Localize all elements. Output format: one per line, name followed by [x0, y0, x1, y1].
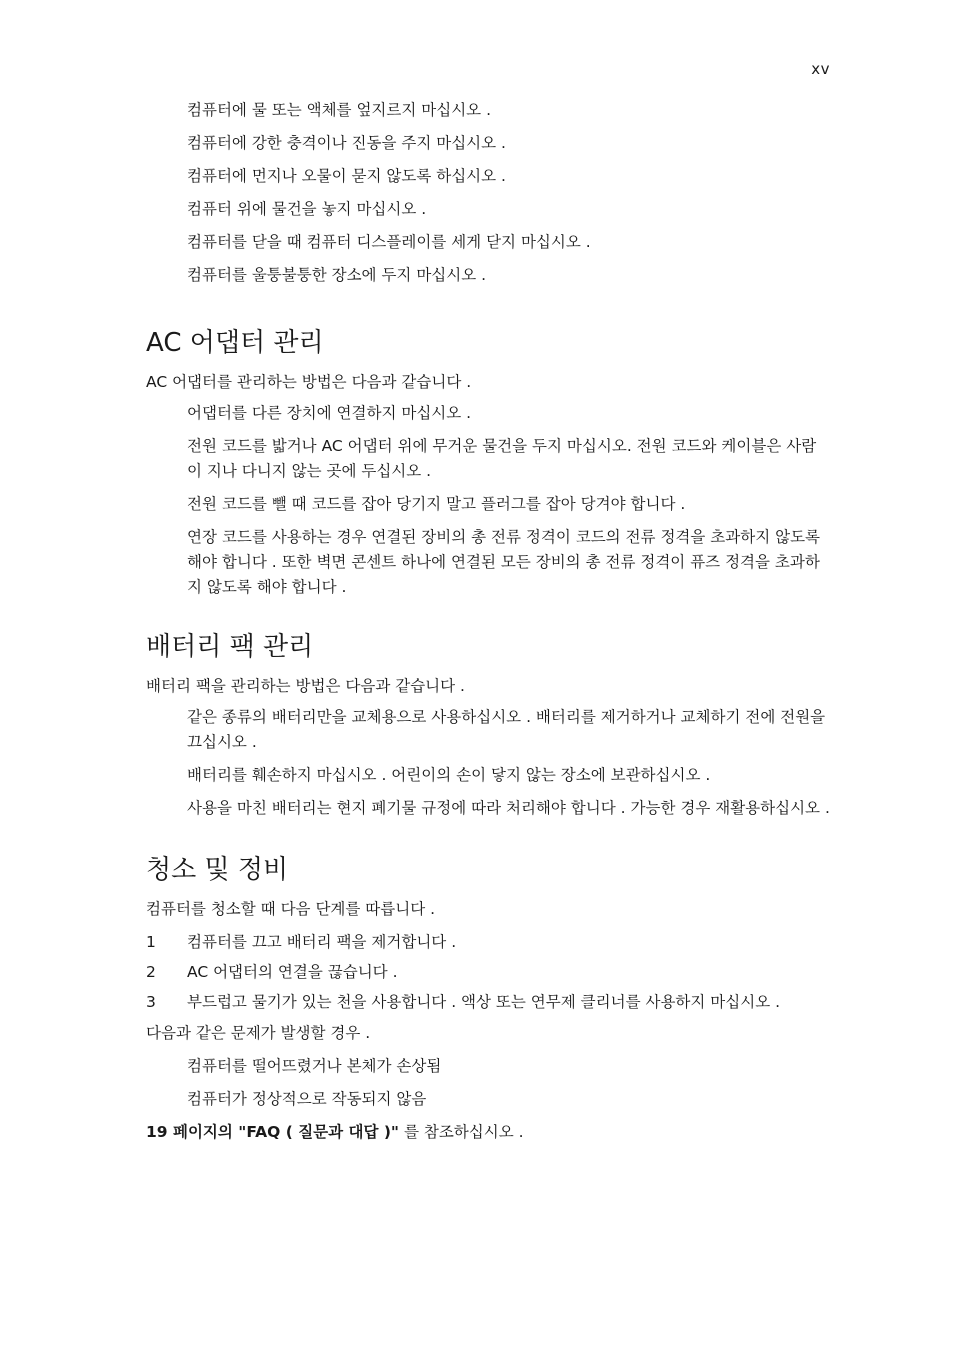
cleaning-section-title: 청소 및 정비 [146, 855, 289, 885]
list-item: 컴퓨터를 울퉁불퉁한 장소에 두지 마십시오 . [187, 266, 487, 284]
conditions-intro: 다음과 같은 문제가 발생할 경우 . [146, 1024, 371, 1042]
step-item [146, 990, 830, 1015]
faq-reference-link[interactable]: 19 페이지의 "FAQ ( 질문과 대답 )" [146, 1123, 400, 1141]
step-item [146, 930, 830, 955]
list-item: 컴퓨터 위에 물건을 놓지 마십시오 . [187, 200, 427, 218]
list-item: 배터리를 훼손하지 마십시오 . 어린이의 손이 닿지 않는 장소에 보관하십시오 . [187, 766, 711, 784]
list-item: 컴퓨터에 물 또는 액체를 엎지르지 마십시오 . [187, 101, 492, 119]
page-content [146, 98, 830, 1145]
ac-section-title: AC 어댑터 관리 [146, 328, 324, 358]
faq-reference [146, 1120, 830, 1145]
list-item: 사용을 마친 배터리는 현지 폐기물 규정에 따라 처리해야 합니다 . 가능한 경우 재활용하십시오 . [187, 799, 830, 817]
faq-reference-text: 를 참조하십시오 . [399, 1123, 524, 1141]
list-item: 어댑터를 다른 장치에 연결하지 마십시오 . [187, 404, 472, 422]
step-number: 1 [146, 933, 156, 951]
step-text: 컴퓨터를 끄고 배터리 팩을 제거합니다 . [187, 933, 457, 951]
step-text: AC 어댑터의 연결을 끊습니다 . [187, 963, 398, 981]
step-number: 2 [146, 963, 156, 981]
battery-section-intro: 배터리 팩을 관리하는 방법은 다음과 같습니다 . [146, 677, 465, 695]
list-item: 컴퓨터에 먼지나 오물이 묻지 않도록 하십시오 . [187, 167, 506, 185]
list-item: 전원 코드를 밟거나 AC 어댑터 위에 무거운 물건을 두지 마십시오. 전원 코드와 케이블은 사람이 지나 다니지 않는 곳에 두십시오 . [187, 437, 817, 480]
list-item: 컴퓨터가 정상적으로 작동되지 않음 [187, 1090, 427, 1108]
step-item [146, 960, 830, 985]
cleaning-steps [146, 930, 830, 1015]
list-item: 연장 코드를 사용하는 경우 연결된 장비의 총 전류 정격이 코드의 전류 정격을 초과하지 않도록 해야 합니다 . 또한 벽면 콘센트 하나에 연결된 모든 장비의 총 전류 정격이 퓨즈 정격을 초과하지 않도록 해야 합니다 . [187, 528, 821, 596]
step-number: 3 [146, 993, 156, 1011]
cleaning-section-intro: 컴퓨터를 청소할 때 다음 단계를 따릅니다 . [146, 900, 436, 918]
battery-section-list [146, 705, 830, 821]
list-item: 컴퓨터에 강한 충격이나 진동을 주지 마십시오 . [187, 134, 506, 152]
list-item: 컴퓨터를 떨어뜨렸거나 본체가 손상됨 [187, 1057, 442, 1075]
ac-section-list [146, 401, 830, 600]
handling-list [146, 98, 830, 288]
list-item: 컴퓨터를 닫을 때 컴퓨터 디스플레이를 세게 닫지 마십시오 . [187, 233, 591, 251]
battery-section-title: 배터리 팩 관리 [146, 632, 314, 662]
conditions-list [146, 1054, 830, 1112]
ac-section-intro: AC 어댑터를 관리하는 방법은 다음과 같습니다 . [146, 373, 472, 391]
list-item: 전원 코드를 뺄 때 코드를 잡아 당기지 말고 플러그를 잡아 당겨야 합니다 . [187, 495, 686, 513]
list-item: 같은 종류의 배터리만을 교체용으로 사용하십시오 . 배터리를 제거하거나 교체하기 전에 전원을 끄십시오 . [187, 708, 826, 751]
step-text: 부드럽고 물기가 있는 천을 사용합니다 . 액상 또는 연무제 클리너를 사용하지 마십시오 . [187, 993, 781, 1011]
page-number: xv [811, 60, 830, 78]
